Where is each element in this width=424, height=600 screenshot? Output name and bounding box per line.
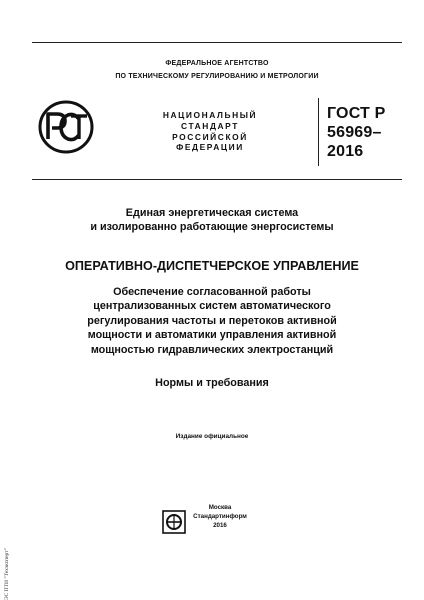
- publisher-imprint: [191, 504, 249, 530]
- agency-line-2: ПО ТЕХНИЧЕСКОМУ РЕГУЛИРОВАНИЮ И МЕТРОЛОГИИ: [115, 73, 319, 80]
- standartinform-logo-icon: [162, 510, 186, 534]
- series-line-1: Единая энергетическая система: [125, 207, 299, 219]
- norms-label: Нормы и требования: [155, 377, 269, 389]
- series-title: [0, 206, 424, 234]
- gost-line-1: ГОСТ Р: [327, 105, 386, 122]
- gost-divider: [318, 98, 319, 166]
- gost-number: [327, 104, 386, 161]
- gost-line-2: 56969–: [327, 124, 382, 141]
- subtitle-line-4: мощности и автоматики управления активной: [87, 329, 337, 342]
- subtitle-line-2: централизованных систем автоматического: [93, 300, 331, 313]
- edition-label: Издание официальное: [175, 433, 249, 440]
- national-line-3: РОССИЙСКОЙ: [172, 131, 248, 142]
- subtitle-line-1: Обеспечение согласованной работы: [113, 286, 311, 298]
- main-title: ОПЕРАТИВНО-ДИСПЕТЧЕРСКОЕ УПРАВЛЕНИЕ: [65, 259, 359, 273]
- rst-certification-mark-icon: [38, 99, 94, 155]
- document-subtitle: [0, 285, 424, 357]
- publisher-name: Стандартинформ: [193, 512, 247, 520]
- side-watermark: [2, 520, 12, 600]
- national-line-1: НАЦИОНАЛЬНЫЙ: [162, 110, 258, 120]
- side-watermark-text: ЭС ПТИ "Техэксперт": [4, 548, 10, 600]
- gost-line-3: 2016: [327, 143, 364, 160]
- agency-line-1: ФЕДЕРАЛЬНОЕ АГЕНТСТВО: [165, 60, 269, 67]
- national-line-2: СТАНДАРТ: [181, 120, 239, 131]
- national-standard-label: [136, 110, 284, 153]
- publisher-city: Москва: [208, 504, 232, 511]
- top-divider: [32, 42, 402, 43]
- subtitle-line-5: мощностью гидравлических электростанций: [90, 343, 334, 356]
- series-line-2: и изолированно работающие энергосистемы: [90, 221, 334, 233]
- agency-header: [32, 57, 402, 83]
- middle-divider: [32, 179, 402, 180]
- subtitle-line-3: регулирования частоты и перетоков активной: [87, 314, 337, 327]
- national-line-4: ФЕДЕРАЦИИ: [176, 142, 244, 153]
- publisher-year: 2016: [213, 521, 227, 529]
